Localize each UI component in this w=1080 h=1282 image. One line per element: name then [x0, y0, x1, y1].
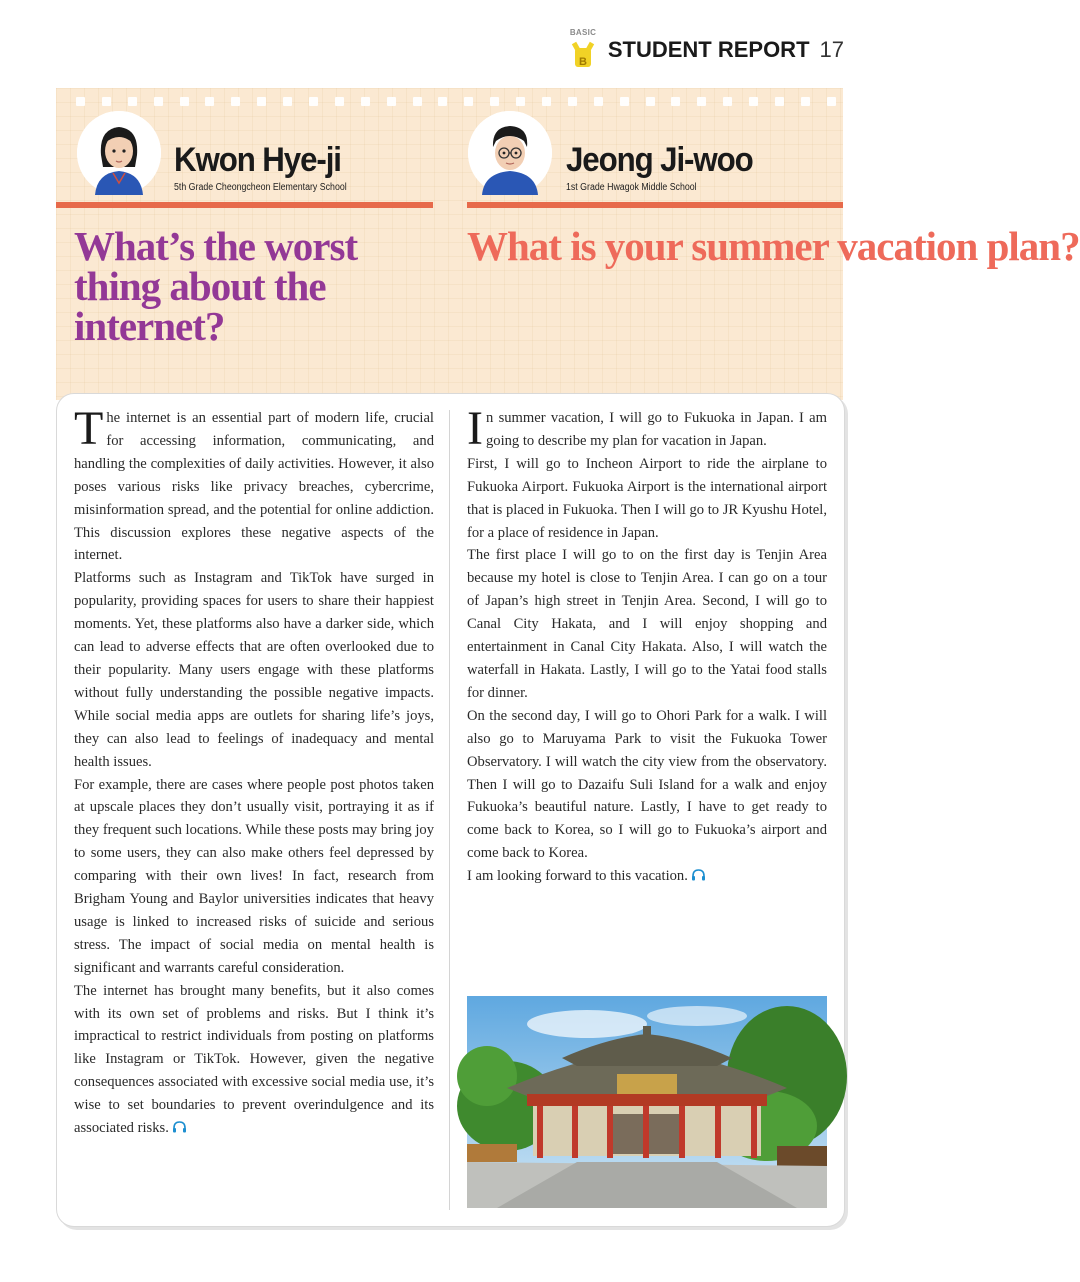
page-number: 17 — [819, 37, 844, 62]
paragraph: For example, there are cases where people post photos taken at upscale places they don’t usually visit, portraying it as if they frequent such locations. While these posts may bring joy to some users, they can also make others feel depressed by comparing with their own lives! In fact, research from Brigham Young and Baylor universities indicates that heavy usage is linked to increased risks of suicide and serious stress. The impact of social media on mental health is significant and warrants careful consideration. — [74, 776, 434, 976]
student-school: 5th Grade Cheongcheon Elementary School — [174, 182, 347, 193]
logo-text: BASIC — [569, 28, 597, 37]
shrine-photo — [467, 996, 827, 1208]
student-name: Kwon Hye-ji — [174, 141, 341, 179]
drop-cap: T — [74, 402, 104, 455]
avatar-kwon-hye-ji — [77, 111, 161, 195]
paragraph: The internet has brought many benefits, but it also comes with its own set of problems and risks. But I think it’s impractical to restrict individuals from posting on platforms like Instagram or TikTok. However, given the negative consequences associated with excessive social media use, it’s wise to set boundaries to prevent overindulgence and its associated risks. — [74, 982, 434, 1137]
question-heading: What is your summer vacation plan? — [467, 223, 1080, 269]
b-v-logo-icon — [572, 42, 594, 68]
paragraph: I am looking forward to this vacation. — [467, 865, 827, 888]
headphones-icon — [172, 1121, 187, 1133]
basic-logo — [570, 28, 600, 72]
column-divider — [449, 410, 450, 1210]
accent-rule — [467, 202, 843, 208]
accent-rule — [56, 202, 433, 208]
notebook-holes — [76, 97, 836, 107]
paragraph: First, I will go to Incheon Airport to ride the airplane to Fukuoka Airport. Fukuoka Airport is the international airport that is placed in Fukuoka. Then I will go to JR Kyushu Hotel, for a place of residence in Japan. — [467, 455, 827, 541]
paragraph: In summer vacation, I will go to Fukuoka in Japan. I am going to describe my plan for vacation in Japan. — [467, 402, 827, 455]
paragraph: The first place I will go to on the first day is Tenjin Area because my hotel is close to Tenjin Area. I can go on a tour of Japan’s high street in Tenjin Area. Second, I will go to Canal City Hakata, and I will enjoy shopping and entertainment in Canal City Hakata. Also, I will watch the waterfall in Hakata. Lastly, I will go to the Yatai food stalls for dinner. — [467, 547, 827, 701]
student-name: Jeong Ji-woo — [566, 141, 753, 179]
page-header — [570, 28, 844, 72]
svg-text:B: B — [578, 56, 587, 68]
section-label: STUDENT REPORT — [607, 37, 810, 62]
paragraph: The internet is an essential part of modern life, crucial for accessing information, communicating, and handling the complexities of daily activities. However, it also poses various risks like privacy breaches, cybercrime, misinformation spread, and the potential for online addiction. This discussion explores these negative aspects of the internet. — [74, 402, 434, 564]
student-school: 1st Grade Hwagok Middle School — [566, 182, 697, 193]
article-left — [74, 402, 434, 1140]
avatar-jeong-ji-woo — [468, 111, 552, 195]
drop-cap: I — [467, 402, 483, 455]
headphones-icon — [691, 869, 706, 881]
question-heading: What’s the worst thing about the internet? — [74, 223, 358, 349]
paragraph: Platforms such as Instagram and TikTok have surged in popularity, providing spaces for users to share their happiest moments. Yet, these platforms also have a darker side, which can lead to adverse effects that are often overlooked due to their popularity. Many users engage with these platforms without fully understanding the possible negative impacts. While social media apps are outlets for sharing life’s joys, they can also lead to feelings of inadequacy and mental health issues. — [74, 570, 434, 770]
article-right — [467, 402, 827, 888]
paragraph: On the second day, I will go to Ohori Park for a walk. I will also go to Maruyama Park to visit the Fukuoka Tower Observatory. I will watch the city view from the observatory. Then I will go to Dazaifu Suli Island for a walk and enjoy Fukuoka’s beautiful nature. Lastly, I have to get ready to come back to Korea, so I will go to Fukuoka’s airport and come back to Korea. — [467, 707, 827, 862]
